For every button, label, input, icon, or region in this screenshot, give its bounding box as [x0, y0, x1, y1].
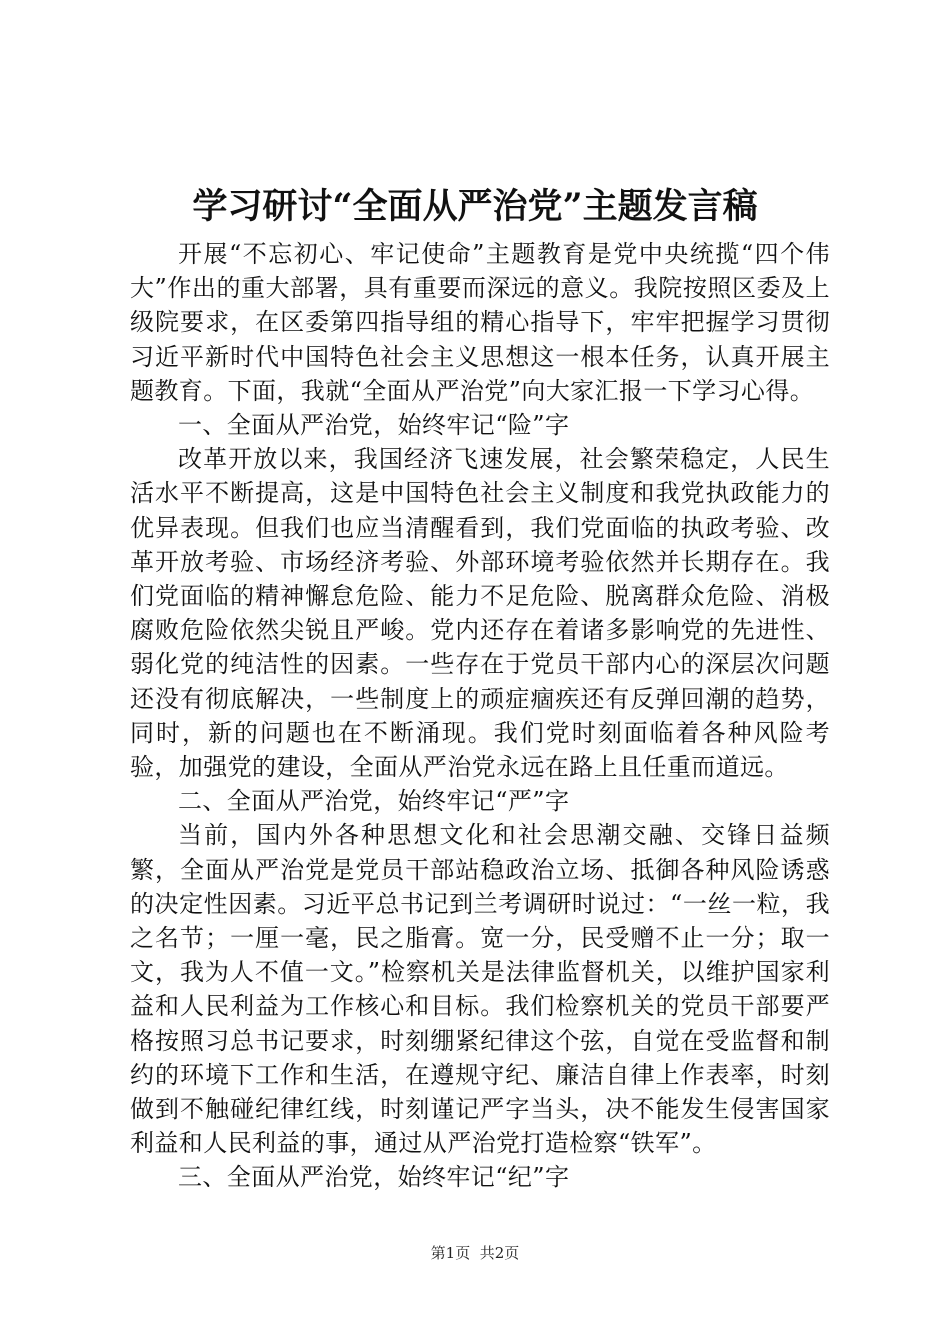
page-footer [0, 1243, 950, 1263]
paragraph: 改革开放以来，我国经济飞速发展，社会繁荣稳定，人民生活水平不断提高，这是中国特色社会主义制度和我党执政能力的优异表现。但我们也应当清醒看到，我们党面临的执政考验、改革开放考验、市场经济考验、外部环境考验依然并长期存在。我们党面临的精神懈怠危险、能力不足危险、脱离群众危险、消极腐败危险依然尖锐且严峻。党内还存在着诸多影响党的先进性、弱化党的纯洁性的因素。一些存在于党员干部内心的深层次问题还没有彻底解决，一些制度上的顽症痼疾还有反弹回潮的趋势，同时，新的问题也在不断涌现。我们党时刻面临着各种风险考验，加强党的建设，全面从严治党永远在路上且任重而道远。 [130, 445, 830, 782]
paragraph: 当前，国内外各种思想文化和社会思潮交融、交锋日益频繁，全面从严治党是党员干部站稳政治立场、抵御各种风险诱惑的决定性因素。习近平总书记到兰考调研时说过：“一丝一粒，我之名节；一厘一毫，民之脂膏。宽一分，民受赠不止一分；取一文，我为人不值一文。”检察机关是法律监督机关，以维护国家利益和人民利益为工作核心和目标。我们检察机关的党员干部要严格按照习总书记要求，时刻绷紧纪律这个弦，自觉在受监督和制约的环境下工作和生活，在遵规守纪、廉洁自律上作表率，时刻做到不触碰纪律红线，时刻谨记严字当头，决不能发生侵害国家利益和人民利益的事，通过从严治党打造检察“铁军”。 [130, 821, 830, 1158]
page-number: 第1页 [430, 1244, 471, 1262]
section-heading: 一、全面从严治党，始终牢记“险”字 [178, 411, 570, 440]
section-heading: 三、全面从严治党，始终牢记“纪”字 [178, 1163, 570, 1192]
document-body [130, 237, 830, 1195]
paragraph: 开展“不忘初心、牢记使命”主题教育是党中央统揽“四个伟大”作出的重大部署，具有重要而深远的意义。我院按照区委及上级院要求，在区委第四指导组的精心指导下，牢牢把握学习贯彻习近平新时代中国特色社会主义思想这一根本任务，认真开展主题教育。下面，我就“全面从严治党”向大家汇报一下学习心得。 [130, 240, 830, 405]
section-heading: 二、全面从严治党，始终牢记“严”字 [178, 787, 570, 816]
document-title: 学习研讨“全面从严治党”主题发言稿 [192, 186, 758, 227]
page-total: 共2页 [479, 1244, 520, 1262]
